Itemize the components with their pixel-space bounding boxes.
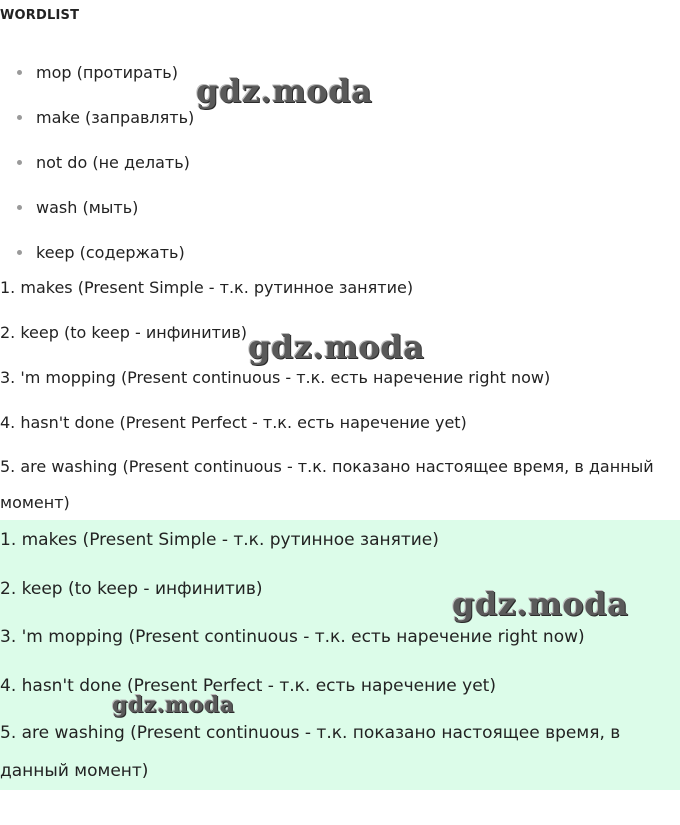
list-item-text: not do (не делать): [36, 153, 190, 172]
answers-highlighted: [0, 520, 680, 790]
bullet-icon: [17, 250, 22, 255]
list-item-text: wash (мыть): [36, 198, 139, 217]
list-item: [0, 140, 194, 185]
bullet-icon: [17, 160, 22, 165]
wordlist: [0, 50, 194, 275]
bullet-icon: [17, 205, 22, 210]
answer-line: 3. 'm mopping (Present continuous - т.к. есть наречение right now): [0, 627, 585, 647]
answer-line: 2. keep (to keep - инфинитив): [0, 323, 248, 342]
answer-line: 4. hasn't done (Present Perfect - т.к. есть наречение yet): [0, 675, 496, 696]
list-item: [0, 95, 194, 140]
answer-line: 1. makes (Present Simple - т.к. рутинное занятие): [0, 530, 439, 550]
answer-line: 5. are washing (Present continuous - т.к. показано настоящее время, в данный момент): [0, 723, 621, 781]
watermark: gdz.moda: [248, 328, 425, 366]
answer-line: 3. 'm mopping (Present continuous - т.к. есть наречение right now): [0, 368, 551, 387]
list-item-text: make (заправлять): [36, 108, 195, 127]
list-item: [0, 50, 194, 95]
bullet-icon: [17, 115, 22, 120]
list-item: [0, 185, 194, 230]
watermark: gdz.moda: [196, 72, 373, 110]
wordlist-title: WORDLIST: [0, 8, 80, 23]
watermark: gdz.moda: [112, 692, 235, 718]
answer-line: 4. hasn't done (Present Perfect - т.к. есть наречение yet): [0, 413, 467, 432]
answer-line: 2. keep (to keep - инфинитив): [0, 578, 263, 599]
bullet-icon: [17, 70, 22, 75]
answer-line: 5. are washing (Present continuous - т.к. показано настоящее время, в данный момент): [0, 457, 654, 512]
list-item-text: keep (содержать): [36, 243, 185, 262]
answer-line: 1. makes (Present Simple - т.к. рутинное занятие): [0, 278, 414, 297]
watermark: gdz.moda: [452, 585, 629, 623]
answers-plain: [0, 265, 680, 521]
list-item-text: mop (протирать): [36, 63, 178, 82]
